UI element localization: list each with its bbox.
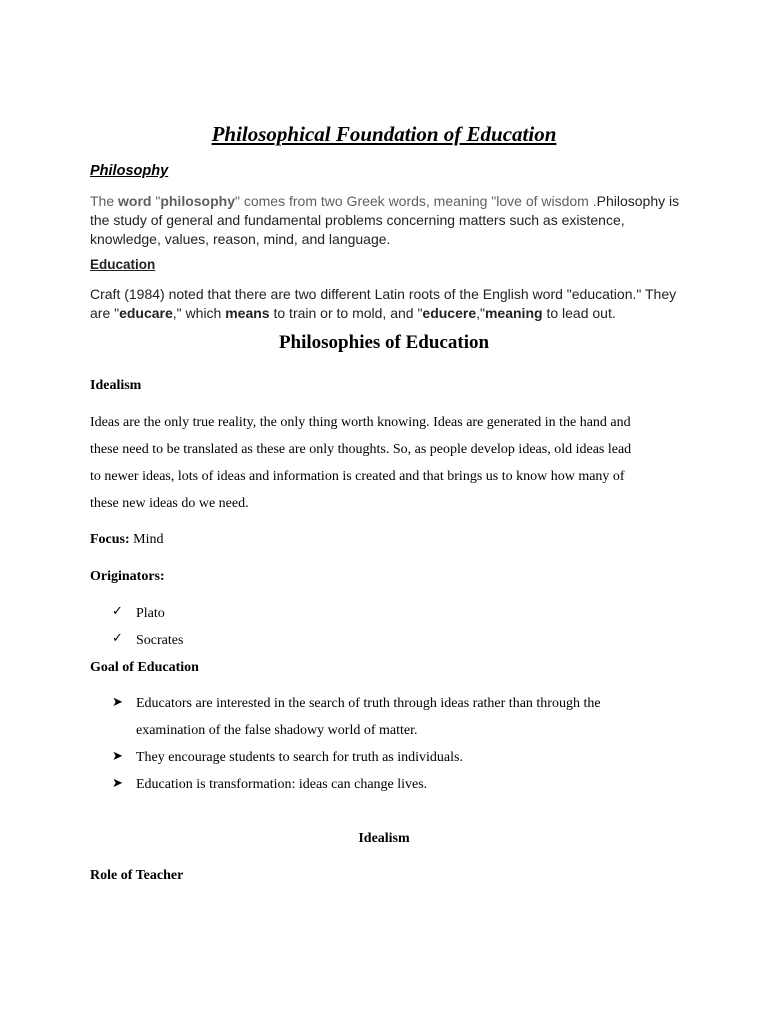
philosophy-line-2: the study of general and fundamental problems concerning matters such as existence, [90,212,625,228]
arrow-bullet-icon: ➤ [112,749,123,764]
idealism-line-2: these need to be translated as these are only thoughts. So, as people develop ideas, old ideas lead [90,442,632,457]
text-span-bold: meaning [484,305,543,321]
text-span: to train or to mold, and " [269,305,423,321]
idealism-line-4: these new ideas do we need. [90,496,249,511]
arrow-bullet-icon: ➤ [112,776,123,791]
text-span: to lead out. [542,305,616,321]
originator-item: Plato [136,606,165,621]
text-span-bold: educare [119,305,173,321]
philosophy-line-3: knowledge, values, reason, mind, and language. [90,231,391,247]
text-span: ," which [172,305,226,321]
focus-value: Mind [129,532,164,547]
idealism-paragraph [90,409,686,517]
idealism-centered-heading: Idealism [358,831,410,846]
philosophy-heading: Philosophy [90,163,169,179]
text-span: ," [476,305,485,321]
goal-item-2: They encourage students to search for truth as individuals. [136,750,463,765]
section-title: Philosophies of Education [278,332,490,353]
text-span-bold: educere [422,305,477,321]
text-span-bold: philosophy [160,193,235,209]
text-span-bold: word [118,193,152,209]
arrow-bullet-icon: ➤ [112,695,123,710]
text-span: Philosophy is [596,193,680,209]
document-title: Philosophical Foundation of Education [211,122,557,146]
idealism-heading: Idealism [90,378,142,393]
role-of-teacher-label: Role of Teacher [90,868,184,883]
originator-item: Socrates [136,633,184,648]
philosophy-line-1 [90,192,690,211]
text-span: " [151,193,161,209]
focus-label: Focus: [90,532,130,547]
focus-line [90,532,164,548]
check-icon: ✓ [112,631,123,646]
education-heading: Education [90,257,156,272]
education-paragraph [90,285,690,323]
goal-item-3: Education is transformation: ideas can change lives. [136,777,428,792]
originators-label: Originators: [90,569,165,584]
text-span: are " [90,305,120,321]
check-icon: ✓ [112,604,123,619]
text-span-bold: means [225,305,270,321]
idealism-line-1: Ideas are the only true reality, the only thing worth knowing. Ideas are generated in the hand and [90,415,631,430]
idealism-line-3: to newer ideas, lots of ideas and information is created and that brings us to know how many of [90,469,625,484]
text-span: The [90,193,119,209]
philosophy-paragraph [90,192,690,249]
education-line-1: Craft (1984) noted that there are two different Latin roots of the English word "education." They [90,286,677,302]
goal-item-1-line-2: examination of the false shadowy world of matter. [136,723,418,738]
text-span: " comes from two Greek words, meaning "love of wisdom . [235,193,597,209]
goal-item-1-line-1: Educators are interested in the search of truth through ideas rather than through the [136,696,601,711]
education-line-2 [90,304,690,323]
goal-of-education-label: Goal of Education [90,660,199,675]
